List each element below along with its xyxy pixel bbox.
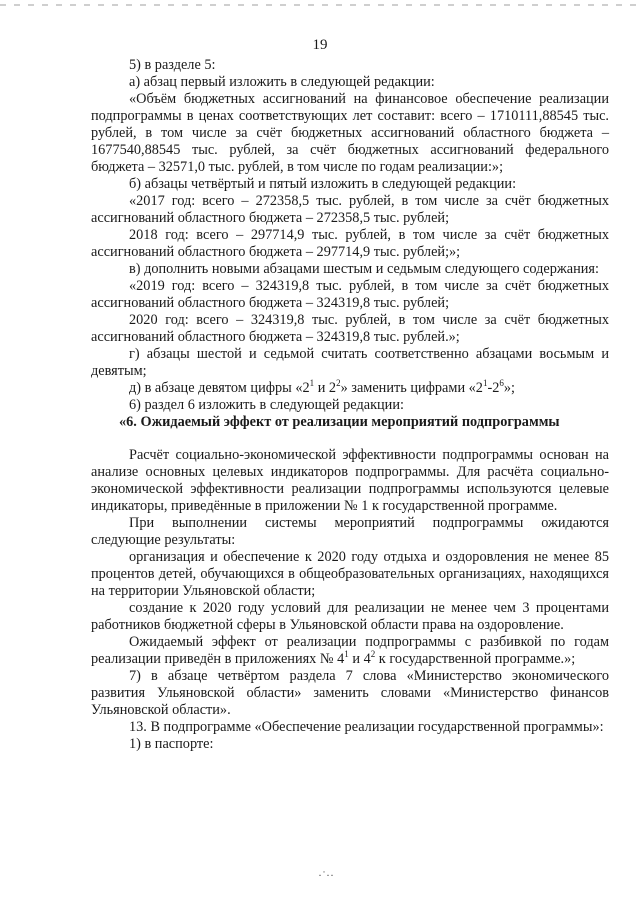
text-run: Ожидаемый эффект от реализации подпрограммы с разбивкой по годам реализации приведён в приложениях № 4 (91, 634, 609, 667)
text-run: -2 (487, 380, 500, 396)
superscript: 1 (344, 649, 349, 660)
text-run: д) в абзаце девятом цифры «2 (129, 380, 310, 396)
paragraph: а) абзац первый изложить в следующей редакции: (129, 74, 435, 90)
paragraph: организация и обеспечение к 2020 году отдыха и оздоровления не менее 85 процентов детей, обучающихся в общеобразовательных организациях, находящихся на территории Ульяновской области; (91, 549, 609, 599)
paragraph: г) абзацы шестой и седьмой считать соответственно абзацами восьмым и девятым; (91, 346, 609, 379)
paragraph: 6) раздел 6 изложить в следующей редакции: (129, 397, 404, 413)
paragraph (91, 634, 609, 668)
text-run: » заменить цифрами «2 (340, 380, 483, 396)
text-run: и 4 (348, 651, 371, 667)
superscript: 1 (482, 378, 488, 389)
text-run: и 2 (314, 380, 337, 396)
paragraph: б) абзацы четвёртый и пятый изложить в следующей редакции: (129, 176, 517, 192)
superscript: 6 (499, 378, 504, 389)
paragraph: «2019 год: всего – 324319,8 тыс. рублей, в том числе за счёт бюджетных ассигнований областного бюджета – 324319,8 тыс. рублей; (91, 278, 609, 311)
paragraph: 13. В подпрограмме «Обеспечение реализации государственной программы»: (129, 719, 604, 735)
superscript: 2 (336, 378, 341, 389)
paragraph: создание к 2020 году условий для реализации не менее чем 3 процентами работников бюджетной сферы в Ульяновской области права на оздоровление. (91, 600, 609, 633)
page-number: 19 (312, 37, 328, 53)
superscript: 1 (309, 378, 315, 389)
paragraph: «2017 год: всего – 272358,5 тыс. рублей, в том числе за счёт бюджетных ассигнований областного бюджета – 272358,5 тыс. рублей; (91, 193, 609, 226)
document-body (91, 57, 609, 753)
paragraph: 2020 год: всего – 324319,8 тыс. рублей, в том числе за счёт бюджетных ассигнований областного бюджета – 324319,8 тыс. рублей.»; (91, 312, 609, 345)
text-run: »; (503, 380, 516, 396)
paragraph (91, 380, 609, 397)
text-run: к государственной программе.»; (375, 651, 576, 667)
paragraph: в) дополнить новыми абзацами шестым и седьмым следующего содержания: (129, 261, 599, 277)
scan-smudge: ·˙·· (318, 868, 334, 882)
section-heading: «6. Ожидаемый эффект от реализации мероприятий подпрограммы (119, 414, 560, 430)
scan-border (0, 4, 640, 6)
paragraph: 7) в абзаце четвёртом раздела 7 слова «Министерство экономического развития Ульяновской области» заменить словами «Министерство финансов Ульяновской области». (91, 668, 609, 718)
paragraph: Расчёт социально-экономической эффективности подпрограммы основан на анализе основных целевых индикаторов подпрограммы. Для расчёта социально-экономической эффективности реализации подпрограммы используются целевые индикаторы, приведённые в приложении № 1 к государственной программе. (91, 447, 609, 514)
paragraph: 2018 год: всего – 297714,9 тыс. рублей, в том числе за счёт бюджетных ассигнований областного бюджета – 297714,9 тыс. рублей;»; (91, 227, 609, 260)
paragraph: При выполнении системы мероприятий подпрограммы ожидаются следующие результаты: (91, 515, 609, 548)
paragraph: 5) в разделе 5: (129, 57, 216, 73)
paragraph: 1) в паспорте: (129, 736, 214, 752)
superscript: 2 (370, 649, 376, 660)
paragraph: «Объём бюджетных ассигнований на финансовое обеспечение реализации подпрограммы в ценах соответствующих лет составит: всего – 1710111,88545 тыс. рублей, в том числе за счёт бюджетных ассигнований областного бюджета – 1677540,88545 тыс. рублей, за счёт бюджетных ассигнований федерального бюджета – 32571,0 тыс. рублей, в том числе по годам реализации:»; (91, 91, 609, 175)
